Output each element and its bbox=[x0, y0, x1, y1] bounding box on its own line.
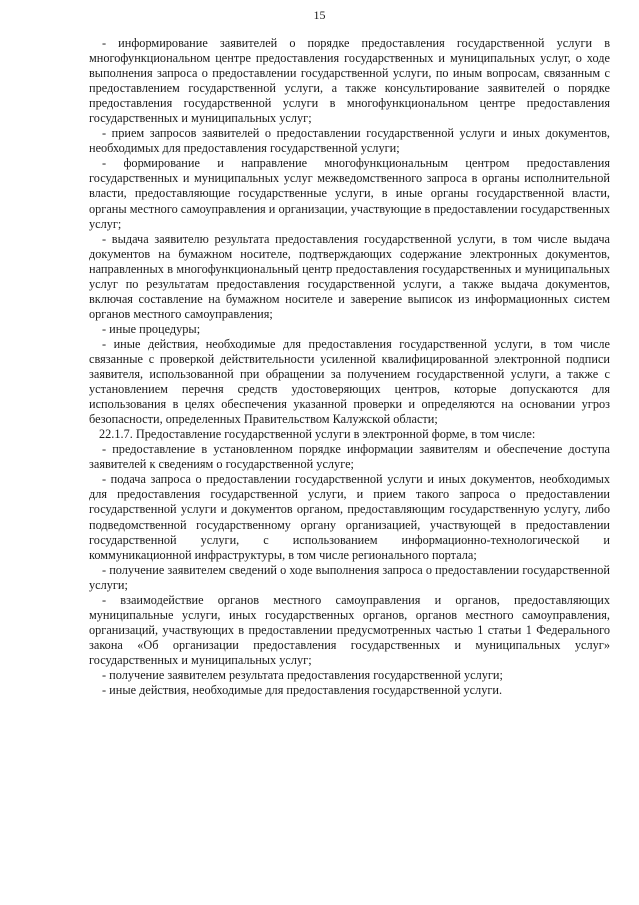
paragraph: - получение заявителем результата предоставления государственной услуги; bbox=[102, 667, 503, 682]
paragraph: - выдача заявителю результата предоставления государственной услуги, в том числе выдача документов на бумажном носителе, подтверждающих содержание электронных документов, направленных в многофункциональный центр предоставления государственных и муниципальных услуг по результатам предоставления государственной услуги, а также выдача документов, включая составление на бумажном носителе и заверение выписок из информационных систем органов местного самоуправления; bbox=[89, 231, 610, 321]
paragraph: - иные действия, необходимые для предоставления государственной услуги, в том числе связанные с проверкой действительности усиленной квалифицированной электронной подписи заявителя, использованной при обращении за получением государственной услуги, а также с установлением перечня средств удостоверяющих центров, которые допускаются для использования в целях обеспечения указанной проверки и определяются на основании угроз безопасности, определенных Правительством Калужской области; bbox=[89, 336, 610, 427]
paragraph: - взаимодействие органов местного самоуправления и органов, предоставляющих муниципальные услуги, иных государственных органов, органов местного самоуправления, организаций, участвующих в предоставлении предусмотренных частью 1 статьи 1 Федерального закона «Об организации предоставления государственных и муниципальных услуг» государственных и муниципальных услуг; bbox=[89, 592, 610, 667]
section-heading: 22.1.7. Предоставление государственной услуги в электронной форме, в том числе: bbox=[99, 427, 536, 442]
paragraph: - прием запросов заявителей о предоставлении государственной услуги и иных документов, необходимых для предоставления государственной услуги; bbox=[89, 126, 610, 156]
paragraph: - получение заявителем сведений о ходе выполнения запроса о предоставлении государственной услуги; bbox=[89, 562, 610, 592]
document-body bbox=[89, 36, 610, 698]
paragraph: - подача запроса о предоставлении государственной услуги и иных документов, необходимых для предоставления государственной услуги, и прием такого запроса о предоставлении государственной услуги и документов органом, предоставляющим государственную услугу, либо подведомственной государственному органу организацией, участвующей в предоставлении государственной услуги, с использованием информационно-технологической и коммуникационной инфраструктуры, в том числе регионального портала; bbox=[89, 472, 610, 562]
paragraph: - формирование и направление многофункциональным центром предоставления государственных и муниципальных услуг межведомственного запроса в органы исполнительной власти, предоставляющие государственные услуги, в иные органы государственной власти, органы местного самоуправления и организации, участвующие в предоставлении государственных услуг; bbox=[89, 156, 610, 231]
page-number: 15 bbox=[313, 8, 326, 22]
paragraph: - иные процедуры; bbox=[102, 321, 201, 336]
paragraph: - предоставление в установленном порядке информации заявителям и обеспечение доступа заявителей к сведениям о государственной услуге; bbox=[89, 442, 610, 472]
paragraph: - информирование заявителей о порядке предоставления государственной услуги в многофункциональном центре предоставления государственных и муниципальных услуг, о ходе выполнения запроса о предоставлении государственной услуги, по иным вопросам, связанным с предоставлением государственной услуги, а также консультирование заявителей о порядке предоставления государственной услуги в многофункциональном центре предоставления государственных и муниципальных услуг; bbox=[89, 36, 610, 126]
paragraph: - иные действия, необходимые для предоставления государственной услуги. bbox=[102, 683, 503, 698]
